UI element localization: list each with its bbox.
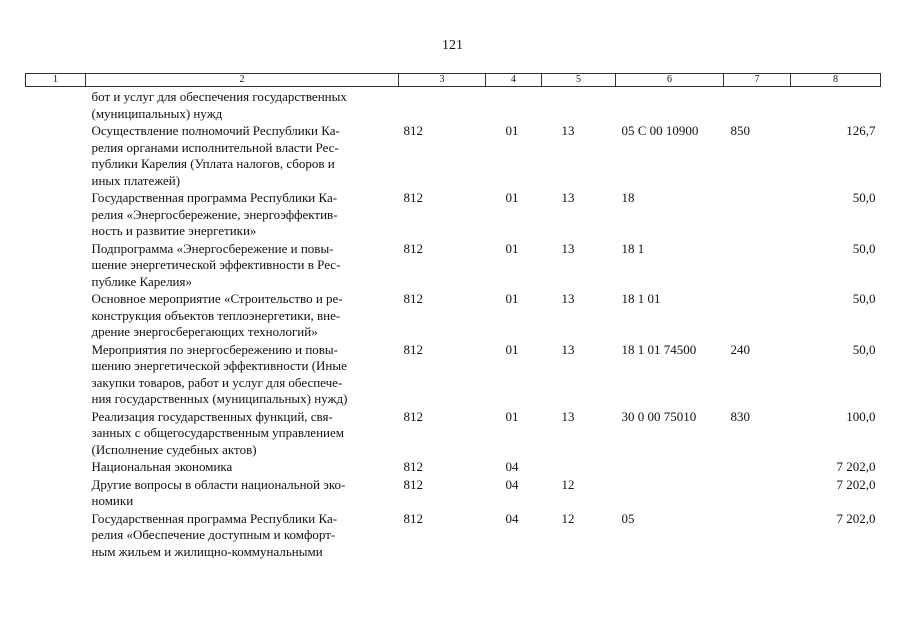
target-article-cell: 18 1 01: [621, 291, 661, 306]
expense-type-cell: 830: [730, 408, 750, 424]
item-name-line: закупки товаров, работ и услуг для обеспече-: [91, 374, 343, 390]
column-number: 4: [486, 74, 542, 87]
item-name-cell: [86, 87, 399, 124]
table-row: [26, 241, 881, 292]
section-code-cell: 01: [505, 190, 519, 205]
table-row: [26, 291, 881, 342]
column-number-row: [26, 74, 881, 87]
item-name-line: Государственная программа Республики Ка-: [91, 190, 338, 205]
amount-cell: 7 202,0: [836, 459, 876, 474]
item-name-line: (муниципальных) нужд: [91, 105, 223, 121]
target-article-cell: 30 0 00 75010: [621, 408, 697, 424]
row-number-cell: [26, 342, 86, 409]
column-number: 5: [542, 74, 616, 87]
item-name-line: релия «Энергосбережение, энергоэффектив-: [91, 206, 338, 222]
table-row: [26, 477, 881, 511]
section-code-cell: [486, 87, 542, 124]
row-number-cell: [26, 190, 86, 241]
item-name-cell: [86, 241, 399, 292]
ministry-code-cell: 812: [403, 123, 423, 138]
table-row: [26, 459, 881, 477]
item-name-line: занных с общегосударственным управлением: [91, 425, 344, 440]
item-name-line: конструкция объектов теплоэнергетики, вне-: [91, 307, 341, 323]
item-name-line: ным жильем и жилищно-коммунальными: [91, 543, 323, 559]
item-name-cell: [86, 477, 399, 511]
row-number-cell: [26, 87, 86, 124]
subsection-code-cell: 12: [561, 476, 575, 492]
target-article-cell: [616, 87, 724, 124]
ministry-code-cell: 812: [403, 459, 423, 474]
budget-table: [25, 73, 881, 561]
expense-type-cell: [724, 511, 791, 562]
ministry-code-cell: 812: [403, 510, 423, 526]
budget-table-body: [26, 87, 881, 562]
ministry-code-cell: 812: [403, 190, 423, 205]
item-name-line: дрение энергосберегающих технологий»: [91, 324, 318, 339]
item-name-cell: [86, 511, 399, 562]
amount-cell: 7 202,0: [836, 510, 876, 526]
row-number-cell: [26, 511, 86, 562]
subsection-code-cell: [542, 87, 616, 124]
ministry-code-cell: 812: [403, 476, 423, 492]
target-article-cell: [616, 459, 724, 477]
section-code-cell: 04: [505, 459, 519, 474]
amount-cell: 126,7: [846, 123, 876, 138]
ministry-code-cell: 812: [403, 341, 423, 357]
subsection-code-cell: 12: [561, 510, 575, 526]
item-name-line: публике Карелия»: [91, 273, 192, 289]
column-number: 1: [26, 74, 86, 87]
item-name-line: Подпрограмма «Энергосбережение и повы-: [91, 240, 334, 256]
table-row: [26, 87, 881, 124]
item-name-line: иных платежей): [91, 172, 181, 188]
item-name-cell: [86, 123, 399, 190]
column-number: 3: [399, 74, 486, 87]
subsection-code-cell: [542, 459, 616, 477]
subsection-code-cell: 13: [561, 240, 575, 256]
column-number: 8: [791, 74, 881, 87]
row-number-cell: [26, 123, 86, 190]
ministry-code-cell: [399, 87, 486, 124]
section-code-cell: 01: [505, 123, 519, 138]
row-number-cell: [26, 477, 86, 511]
item-name-cell: [86, 459, 399, 477]
amount-cell: 50,0: [852, 240, 876, 256]
target-article-cell: 18: [621, 190, 635, 205]
item-name-line: публики Карелия (Уплата налогов, сборов и: [91, 156, 335, 171]
column-number: 6: [616, 74, 724, 87]
section-code-cell: 01: [505, 240, 519, 256]
item-name-line: ния государственных (муниципальных) нужд): [91, 391, 348, 406]
expense-type-cell: [724, 87, 791, 124]
section-code-cell: 01: [505, 341, 519, 357]
item-name-line: Национальная экономика: [91, 459, 233, 474]
expense-type-cell: 240: [730, 341, 750, 357]
expense-type-cell: [724, 291, 791, 342]
target-article-cell: 18 1: [621, 240, 645, 256]
ministry-code-cell: 812: [403, 291, 423, 306]
amount-cell: 7 202,0: [836, 476, 876, 492]
item-name-line: бот и услуг для обеспечения государственных: [91, 89, 347, 104]
item-name-line: Осуществление полномочий Республики Ка-: [91, 123, 340, 138]
item-name-line: релия органами исполнительной власти Рес-: [91, 139, 339, 155]
item-name-line: шение энергетической эффективности в Рес-: [91, 257, 341, 272]
item-name-cell: [86, 342, 399, 409]
amount-cell: 50,0: [852, 341, 876, 357]
expense-type-cell: [724, 459, 791, 477]
section-code-cell: 04: [505, 510, 519, 526]
section-code-cell: 01: [505, 291, 519, 306]
column-number: 7: [724, 74, 791, 87]
target-article-cell: 18 1 01 74500: [621, 341, 697, 357]
item-name-line: Государственная программа Республики Ка-: [91, 510, 338, 526]
section-code-cell: 01: [505, 408, 519, 424]
item-name-line: Основное мероприятие «Строительство и ре-: [91, 291, 343, 306]
amount-cell: 100,0: [846, 408, 876, 424]
item-name-line: шению энергетической эффективности (Иные: [91, 358, 347, 373]
table-row: [26, 342, 881, 409]
page-number: 121: [442, 38, 463, 53]
target-article-cell: 05 С 00 10900: [621, 123, 699, 138]
ministry-code-cell: 812: [403, 408, 423, 424]
item-name-line: номики: [91, 493, 134, 508]
item-name-cell: [86, 190, 399, 241]
item-name-line: Другие вопросы в области национальной эко-: [91, 476, 346, 492]
table-row: [26, 511, 881, 562]
expense-type-cell: [724, 477, 791, 511]
column-number: 2: [86, 74, 399, 87]
subsection-code-cell: 13: [561, 408, 575, 424]
subsection-code-cell: 13: [561, 341, 575, 357]
ministry-code-cell: 812: [403, 240, 423, 256]
table-row: [26, 190, 881, 241]
item-name-cell: [86, 291, 399, 342]
subsection-code-cell: 13: [561, 190, 575, 205]
amount-cell: 50,0: [852, 291, 876, 306]
amount-cell: 50,0: [852, 190, 876, 205]
expense-type-cell: [724, 190, 791, 241]
item-name-line: Реализация государственных функций, свя-: [91, 408, 333, 424]
row-number-cell: [26, 241, 86, 292]
section-code-cell: 04: [505, 476, 519, 492]
item-name-line: (Исполнение судебных актов): [91, 441, 257, 457]
subsection-code-cell: 13: [561, 291, 575, 306]
amount-cell: [791, 87, 881, 124]
target-article-cell: [616, 477, 724, 511]
expense-type-cell: 850: [730, 123, 750, 138]
table-row: [26, 123, 881, 190]
item-name-cell: [86, 409, 399, 460]
item-name-line: ность и развитие энергетики»: [91, 223, 257, 238]
item-name-line: релия «Обеспечение доступным и комфорт-: [91, 527, 336, 542]
expense-type-cell: [724, 241, 791, 292]
table-row: [26, 409, 881, 460]
row-number-cell: [26, 459, 86, 477]
row-number-cell: [26, 291, 86, 342]
target-article-cell: 05: [621, 510, 635, 526]
row-number-cell: [26, 409, 86, 460]
subsection-code-cell: 13: [561, 123, 575, 138]
item-name-line: Мероприятия по энергосбережению и повы-: [91, 341, 338, 357]
